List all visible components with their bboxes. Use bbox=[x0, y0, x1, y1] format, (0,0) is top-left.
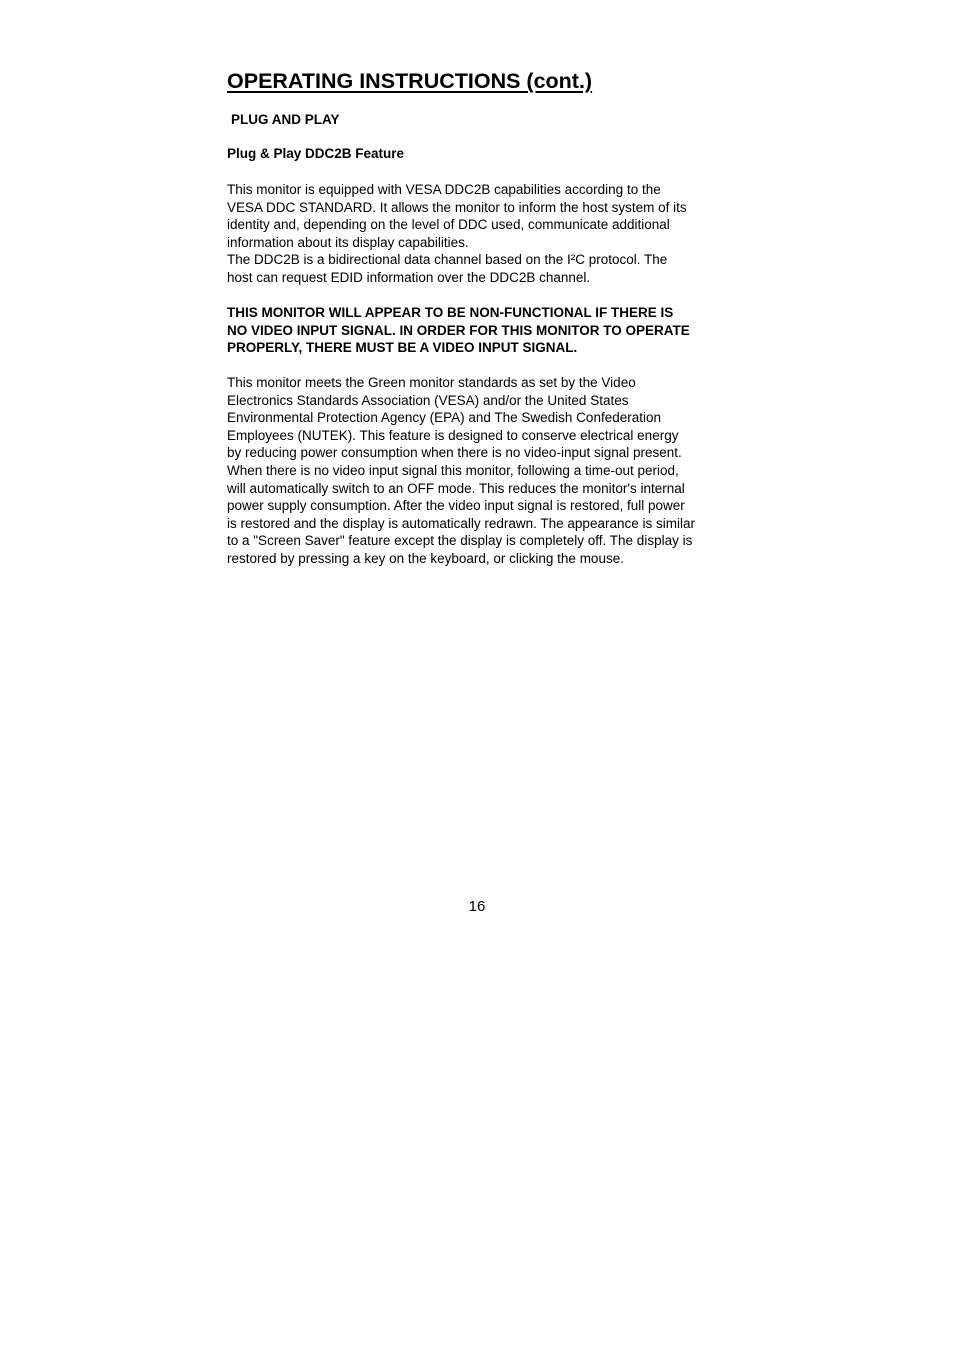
text-line: Electronics Standards Association (VESA) and/or the United States bbox=[227, 392, 629, 408]
text-line: identity and, depending on the level of DDC used, communicate additional bbox=[227, 217, 670, 233]
page-number: 16 bbox=[468, 898, 486, 915]
text-line: to a "Screen Saver" feature except the display is completely off. The display is bbox=[227, 533, 693, 549]
text-line: restored by pressing a key on the keyboard, or clicking the mouse. bbox=[227, 550, 624, 566]
text-line: Environmental Protection Agency (EPA) and The Swedish Confederation bbox=[227, 410, 661, 426]
text-line: NO VIDEO INPUT SIGNAL. IN ORDER FOR THIS MONITOR TO OPERATE bbox=[227, 322, 690, 338]
green-standards-paragraph bbox=[227, 374, 732, 568]
text-line: THIS MONITOR WILL APPEAR TO BE NON-FUNCTIONAL IF THERE IS bbox=[227, 305, 674, 320]
text-line: by reducing power consumption when there is no video-input signal present. bbox=[227, 445, 682, 461]
sub-heading: Plug & Play DDC2B Feature bbox=[227, 146, 405, 161]
text-line: When there is no video input signal this monitor, following a time-out period, bbox=[227, 462, 679, 478]
text-line: This monitor meets the Green monitor standards as set by the Video bbox=[227, 375, 636, 390]
text-line: will automatically switch to an OFF mode. This reduces the monitor's internal bbox=[227, 480, 685, 496]
text-line: is restored and the display is automatically redrawn. The appearance is similar bbox=[227, 515, 695, 531]
section-heading: PLUG AND PLAY bbox=[231, 112, 340, 127]
text-line: host can request EDID information over the DDC2B channel. bbox=[227, 269, 591, 285]
ddc2b-description-paragraph bbox=[227, 181, 732, 287]
page-title: OPERATING INSTRUCTIONS (cont.) bbox=[227, 69, 593, 93]
warning-paragraph bbox=[227, 304, 732, 357]
text-line: This monitor is equipped with VESA DDC2B capabilities according to the bbox=[227, 182, 661, 197]
text-line: power supply consumption. After the video input signal is restored, full power bbox=[227, 498, 685, 514]
text-line: The DDC2B is a bidirectional data channel based on the I²C protocol. The bbox=[227, 252, 668, 268]
text-line: PROPERLY, THERE MUST BE A VIDEO INPUT SIGNAL. bbox=[227, 340, 578, 356]
text-line: VESA DDC STANDARD. It allows the monitor to inform the host system of its bbox=[227, 199, 687, 215]
text-line: Employees (NUTEK). This feature is designed to conserve electrical energy bbox=[227, 427, 679, 443]
text-line: information about its display capabilities. bbox=[227, 234, 469, 250]
